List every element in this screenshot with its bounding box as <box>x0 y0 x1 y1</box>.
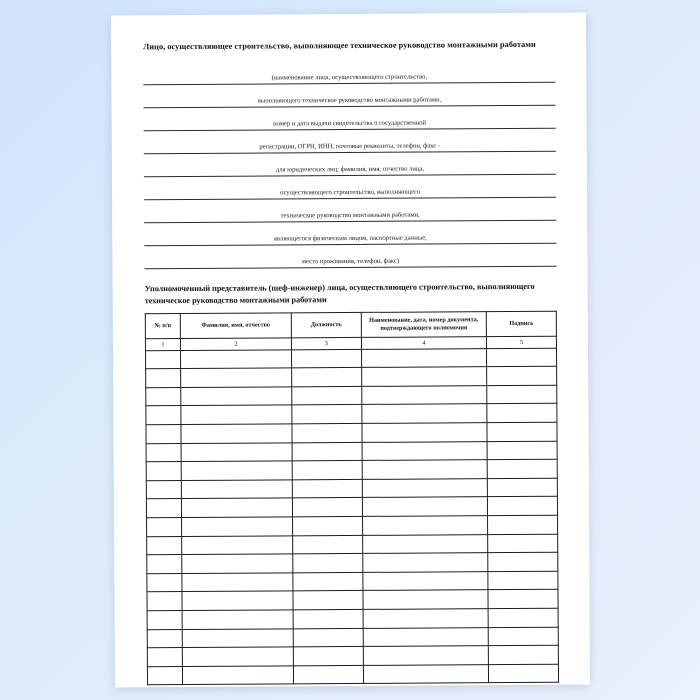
table-cell[interactable] <box>293 535 363 554</box>
table-column-header-signature: Подпись <box>486 311 556 336</box>
table-header-row <box>145 311 556 339</box>
table-cell[interactable] <box>488 515 558 534</box>
fill-in-caption: осуществляющего строительство, выполняющего <box>280 188 420 197</box>
table-cell[interactable] <box>362 553 487 572</box>
table-cell[interactable] <box>181 461 292 480</box>
fill-in-line <box>144 221 556 247</box>
table-column-header-number: № п/п <box>145 313 180 338</box>
table-column-header-position: Должность <box>291 312 361 337</box>
table-row[interactable] <box>145 348 556 369</box>
fill-in-line <box>144 175 556 201</box>
fill-in-lines-block <box>143 60 556 270</box>
table-cell[interactable] <box>363 646 488 665</box>
table-cell[interactable] <box>146 369 181 388</box>
table-cell[interactable] <box>181 424 292 443</box>
table-cell[interactable] <box>181 368 292 387</box>
table-cell[interactable] <box>488 627 558 646</box>
table-cell[interactable] <box>146 406 181 425</box>
table-cell[interactable] <box>146 499 181 518</box>
table-cell[interactable] <box>487 422 557 441</box>
section-heading-primary: Лицо, осуществляющее строительство, выполняющее техническое руководство монтажными работами <box>143 39 536 52</box>
table-cell[interactable] <box>181 442 292 461</box>
table-cell[interactable] <box>487 478 557 497</box>
document-content <box>143 39 559 686</box>
table-column-header-document: Наименование, дата, номер документа, подтверждающего полномочия <box>361 311 486 337</box>
table-cell[interactable] <box>363 627 488 646</box>
table-cell[interactable] <box>146 480 181 499</box>
table-cell[interactable] <box>182 610 293 629</box>
table-cell[interactable] <box>147 536 182 555</box>
fill-in-caption: являющегося физическим лицом, паспортные данные, <box>273 234 427 243</box>
table-cell[interactable] <box>362 516 487 535</box>
table-cell[interactable] <box>145 350 180 369</box>
column-number-cell: 1 <box>145 338 180 350</box>
table-cell[interactable] <box>362 478 487 497</box>
table-cell[interactable] <box>487 385 557 404</box>
fill-in-line <box>144 244 556 270</box>
table-cell[interactable] <box>182 554 293 573</box>
fill-in-caption: выполняющего техническое руководство монтажными работами, <box>257 96 442 105</box>
table-cell[interactable] <box>182 591 293 610</box>
table-cell[interactable] <box>147 518 182 537</box>
table-row[interactable] <box>146 385 557 406</box>
table-cell[interactable] <box>488 645 558 664</box>
representatives-table <box>145 310 559 685</box>
table-cell[interactable] <box>182 666 293 685</box>
table-cell[interactable] <box>292 442 362 461</box>
table-cell[interactable] <box>146 443 181 462</box>
table-cell[interactable] <box>487 497 557 516</box>
fill-in-caption: для юридических лиц; фамилия, имя, отчество лица, <box>275 165 424 174</box>
table-cell[interactable] <box>292 498 362 517</box>
table-cell[interactable] <box>147 592 182 611</box>
table-row[interactable] <box>146 478 557 499</box>
table-cell[interactable] <box>147 648 182 667</box>
table-cell[interactable] <box>488 608 558 627</box>
table-cell[interactable] <box>361 367 486 386</box>
table-cell[interactable] <box>181 405 292 424</box>
table-cell[interactable] <box>147 611 182 630</box>
table-cell[interactable] <box>147 666 182 685</box>
table-header <box>145 311 556 339</box>
table-cell[interactable] <box>292 386 362 405</box>
table-cell[interactable] <box>182 573 293 592</box>
table-cell[interactable] <box>362 534 487 553</box>
table-cell[interactable] <box>488 571 558 590</box>
table-cell[interactable] <box>180 350 291 369</box>
table-cell[interactable] <box>362 404 487 423</box>
table-cell[interactable] <box>361 386 486 405</box>
fill-in-line <box>143 60 555 86</box>
fill-in-line <box>144 129 556 155</box>
table-cell[interactable] <box>362 497 487 516</box>
table-cell[interactable] <box>292 405 362 424</box>
table-cell[interactable] <box>487 441 557 460</box>
table-cell[interactable] <box>146 425 181 444</box>
table-cell[interactable] <box>292 516 362 535</box>
table-cell[interactable] <box>182 647 293 666</box>
table-cell[interactable] <box>181 480 292 499</box>
table-cell[interactable] <box>363 664 488 683</box>
table-cell[interactable] <box>363 590 488 609</box>
table-cell[interactable] <box>293 647 363 666</box>
table-row[interactable] <box>147 552 558 573</box>
fill-in-caption: номер и дата выдачи свидетельства о государственной <box>273 119 427 128</box>
fill-in-caption: регистрации, ОГРН, ИНН, почтовые реквизиты, телефон, факс - <box>259 142 441 151</box>
table-column-header-fullname: Фамилия, имя, отчество <box>180 313 291 339</box>
table-row[interactable] <box>147 515 558 536</box>
table-row[interactable] <box>146 404 557 425</box>
table-row[interactable] <box>147 664 558 685</box>
table-cell[interactable] <box>181 387 292 406</box>
table-row[interactable] <box>147 571 558 592</box>
table-row[interactable] <box>146 497 557 518</box>
table-cell[interactable] <box>182 535 293 554</box>
table-row[interactable] <box>147 608 558 629</box>
table-row[interactable] <box>146 441 557 462</box>
table-cell[interactable] <box>292 461 362 480</box>
table-cell[interactable] <box>293 609 363 628</box>
section-heading-secondary: Уполномоченный представитель (шеф-инженер) лица, осуществляющего строительство, выполняющего техническое руководство монтажными работами <box>144 281 535 306</box>
table-cell[interactable] <box>182 628 293 647</box>
fill-in-line <box>144 106 556 132</box>
table-cell[interactable] <box>292 423 362 442</box>
table-row[interactable] <box>146 459 557 480</box>
document-sheet <box>111 13 590 688</box>
column-number-cell: 3 <box>291 337 361 349</box>
fill-in-caption: (наименование лица, осуществляющего строительство, <box>271 73 428 82</box>
table-cell[interactable] <box>487 348 557 367</box>
table-cell[interactable] <box>293 628 363 647</box>
table-cell[interactable] <box>293 591 363 610</box>
table-cell[interactable] <box>292 479 362 498</box>
table-row[interactable] <box>146 422 557 443</box>
table-cell[interactable] <box>293 554 363 573</box>
table-cell[interactable] <box>293 665 363 684</box>
table-cell[interactable] <box>147 629 182 648</box>
table-cell[interactable] <box>363 571 488 590</box>
fill-in-line <box>144 198 556 224</box>
table-cell[interactable] <box>489 664 559 683</box>
fill-in-caption: техническое руководство монтажными работами, <box>280 211 420 220</box>
table-cell[interactable] <box>147 555 182 574</box>
table-cell[interactable] <box>362 441 487 460</box>
column-number-cell: 4 <box>361 336 486 349</box>
table-cell[interactable] <box>181 498 292 517</box>
fill-in-caption: место проживания, телефон, факс) <box>301 257 400 266</box>
table-cell[interactable] <box>181 517 292 536</box>
table-cell[interactable] <box>292 368 362 387</box>
table-body <box>145 336 558 685</box>
table-cell[interactable] <box>293 572 363 591</box>
table-row[interactable] <box>147 627 558 648</box>
table-cell[interactable] <box>146 387 181 406</box>
table-cell[interactable] <box>362 423 487 442</box>
table-cell[interactable] <box>363 609 488 628</box>
table-cell[interactable] <box>488 590 558 609</box>
table-row[interactable] <box>147 590 558 611</box>
fill-in-line <box>143 83 555 109</box>
table-cell[interactable] <box>488 534 558 553</box>
table-cell[interactable] <box>291 349 361 368</box>
fill-in-line <box>144 152 556 178</box>
table-row[interactable] <box>147 534 558 555</box>
column-number-cell: 5 <box>487 336 557 348</box>
table-row[interactable] <box>147 645 558 666</box>
table-cell[interactable] <box>488 552 558 571</box>
table-cell[interactable] <box>146 462 181 481</box>
table-cell[interactable] <box>147 573 182 592</box>
table-cell[interactable] <box>361 348 486 367</box>
table-row[interactable] <box>146 367 557 388</box>
table-cell[interactable] <box>487 367 557 386</box>
table-cell[interactable] <box>487 459 557 478</box>
table-cell[interactable] <box>487 404 557 423</box>
column-number-cell: 2 <box>180 338 291 351</box>
table-cell[interactable] <box>362 460 487 479</box>
